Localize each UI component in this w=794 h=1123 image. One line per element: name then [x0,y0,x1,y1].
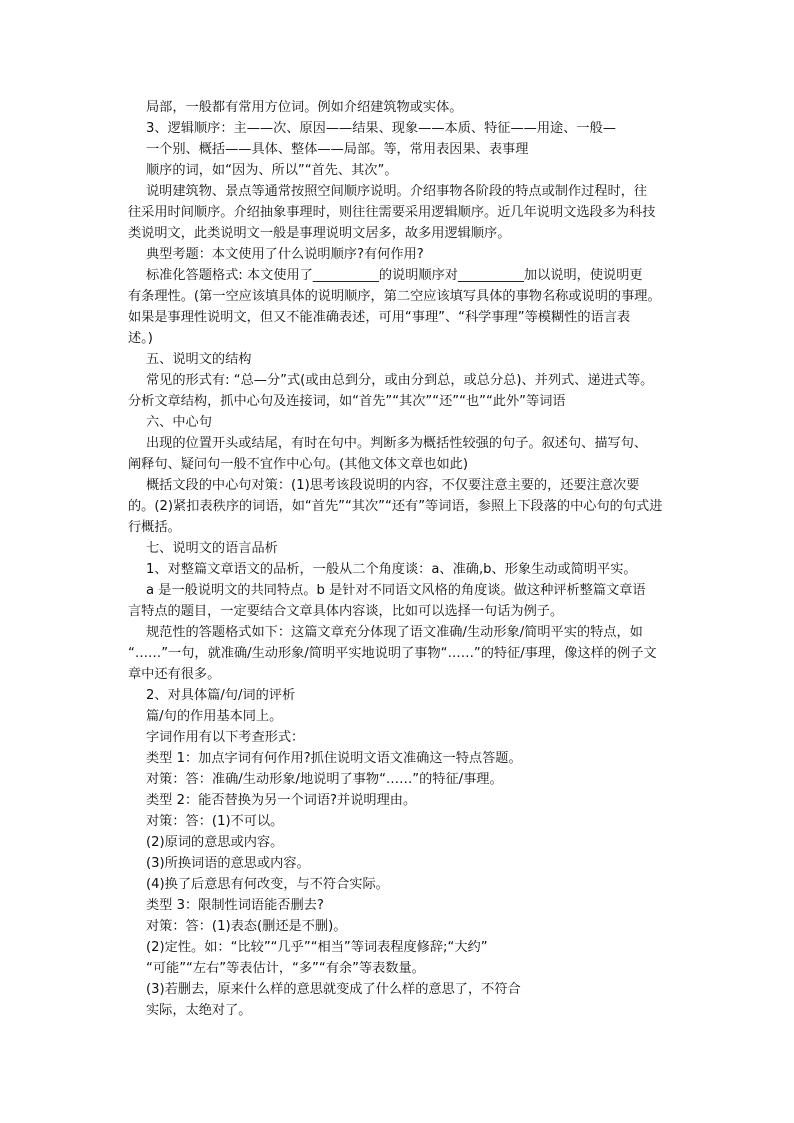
text-line: (4)换了后意思有何改变，与不符合实际。 [146,877,389,892]
text-line: 规范性的答题格式如下：这篇文章充分体现了语文准确/生动形象/简明平实的特点，如 [146,625,643,640]
text-line: (2)原词的意思或内容。 [146,835,284,850]
text-line: 类型 1：加点字词有何作用?抓住说明文语文准确这一特点答题。 [146,751,522,766]
text-line: 出现的位置开头或结尾，有时在句中。判断多为概括性较强的句子。叙述句、描写句、 [146,436,648,451]
text-line: 局部，一般都有常用方位词。例如介绍建筑物或实体。 [146,100,463,115]
text-line: 章中还有很多。 [128,667,221,682]
section-heading: 五、说明文的结构 [146,352,252,367]
text-line: 类型 2：能否替换为另一个词语?并说明理由。 [146,793,417,808]
text-line: 类型 3：限制性词语能否删去? [146,898,324,913]
text-line: 常见的形式有: “总—分”式(或由总到分，或由分到总，或总分总)、并列式、递进式等。 [146,373,654,388]
text-line: 一个别、概括——具体、整体——局部。等，常用表因果、表事理 [146,142,529,157]
text-line: a 是一般说明文的共同特点。b 是针对不同语文风格的角度谈。做这种评析整篇文章语 [146,583,646,598]
text-line: 类说明文，此类说明文一般是事理说明文居多，故多用逻辑顺序。 [128,226,511,241]
text-line: 言特点的题目，一定要结合文章具体内容谈，比如可以选择一句话为例子。 [128,604,564,619]
text-line: “可能”“左右”等表估计，“多”“有余”等表数量。 [146,961,425,976]
text-line: 1、对整篇文章语文的品析，一般从二个角度谈：a、准确,b、形象生动或简明平实。 [146,562,637,577]
text-line: 对策：答：(1)表态(删还是不删)。 [146,919,347,934]
text-line: 顺序的词，如“因为、所以”“首先、其次”。 [146,163,398,178]
section-heading: 七、说明文的语言品析 [146,541,278,556]
text-line: 述。) [128,331,153,346]
text-line: 实际，太绝对了。 [146,1003,252,1018]
text-line: 说明建筑物、景点等通常按照空间顺序说明。介绍事物各阶段的特点或制作过程时，往 [146,184,648,199]
text-line: (2)定性。如：“比较”“几乎”“相当”等词表程度修辞;“大约” [146,940,488,955]
text-line: 对策：答：准确/生动形象/地说明了事物“……”的特征/事理。 [146,772,503,787]
text-line: 往采用时间顺序。介绍抽象事理时，则往往需要采用逻辑顺序。近几年说明文选段多为科技 [128,205,656,220]
text-line: (3)若删去，原来什么样的意思就变成了什么样的意思了，不符合 [146,982,521,997]
text-line: 的。(2)紧扣表秩序的词语，如“首先”“其次”“还有”等词语，参照上下段落的中心句的句式进 [128,499,663,514]
text-line: 字词作用有以下考查形式： [146,730,305,745]
text-line: 篇/句的作用基本同上。 [146,709,283,724]
text-line: 行概括。 [128,520,181,535]
text-line: 如果是事理性说明文，但又不能准确表述，可用“事理”、“科学事理”等模糊性的语言表 [128,310,631,325]
text-line: 2、对具体篇/句/词的评析 [146,688,296,703]
section-heading: 六、中心句 [146,415,212,430]
text-line: (3)所换词语的意思或内容。 [146,856,310,871]
text-line: 阐释句、疑问句一般不宜作中心句。(其他文体文章也如此) [128,457,468,472]
text-line: 3、逻辑顺序：主——次、原因——结果、现象——本质、特征——用途、一般— [146,121,616,136]
text-line: 有条理性。(第一空应该填具体的说明顺序，第二空应该填写具体的事物名称或说明的事理。 [128,289,661,304]
text-line: 标准化答题格式: 本文使用了__________的说明顺序对__________加以说明，使说明更 [146,268,643,283]
text-line: 典型考题：本文使用了什么说明顺序?有何作用? [146,247,424,262]
text-line: 概括文段的中心句对策：(1)思考该段说明的内容，不仅要注意主要的，还要注意次要 [146,478,640,493]
text-line: “……”一句，就准确/生动形象/简明平实地说明了事物“……”的特征/事理，像这样的例子文 [128,646,657,661]
text-line: 分析文章结构，抓中心句及连接词，如“首先”“其次”“还”“也”“此外”等词语 [128,394,566,409]
text-line: 对策：答：(1)不可以。 [146,814,284,829]
